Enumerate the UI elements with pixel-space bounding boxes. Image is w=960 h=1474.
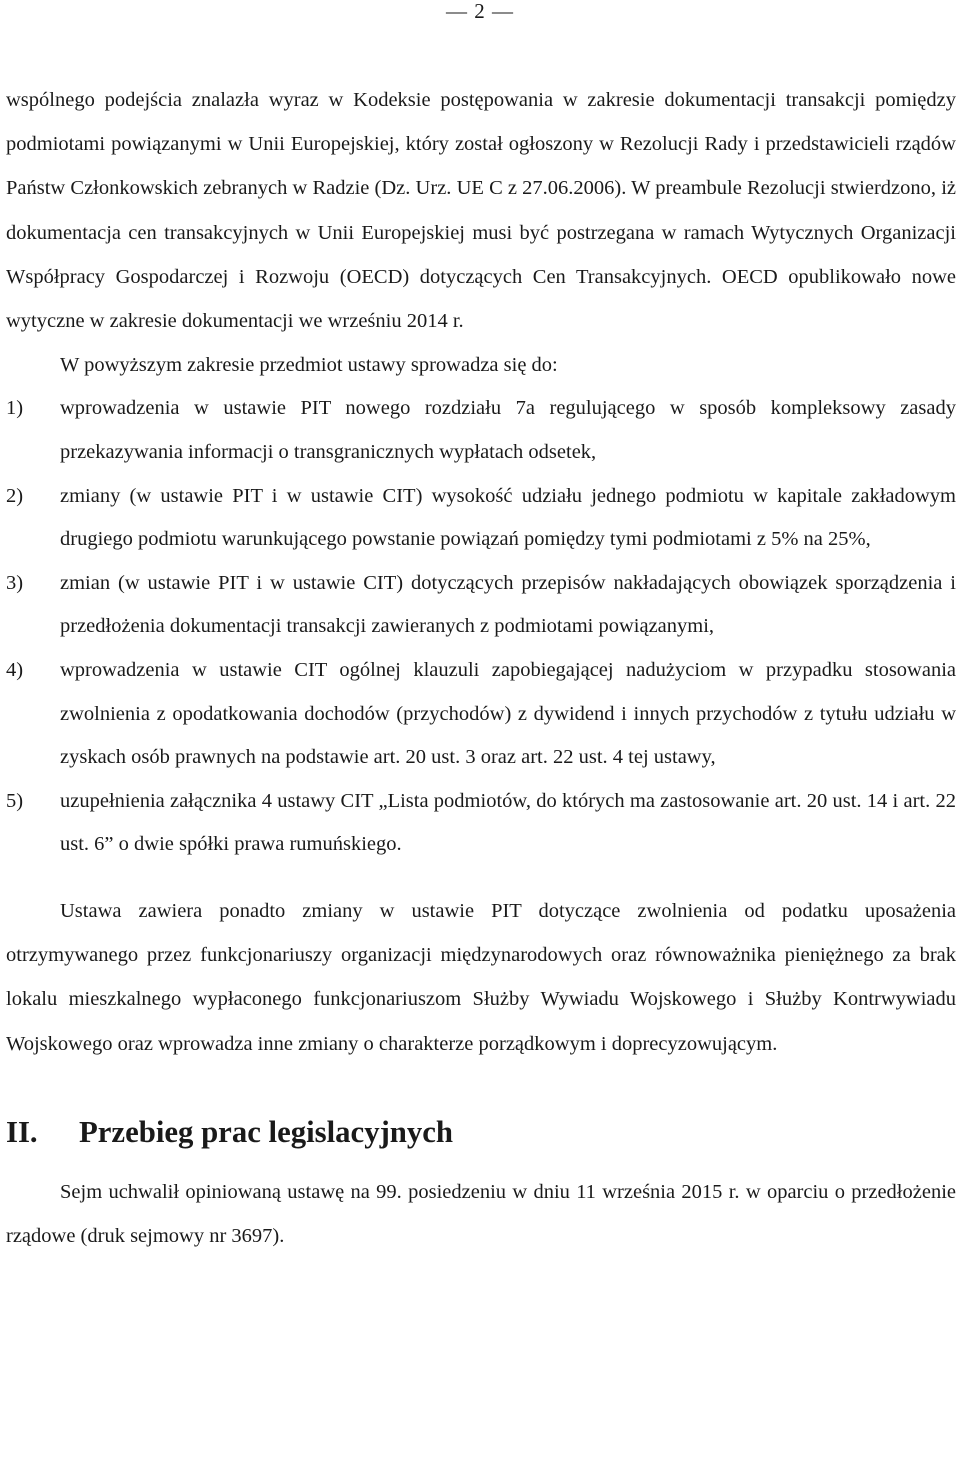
list-item-text: wprowadzenia w ustawie PIT nowego rozdziału 7a regulującego w sposób kompleksowy zasady przekazywania informacji o transgranicznych wypłatach odsetek, [60,397,956,464]
section-number: II. [6,1114,38,1149]
list-item [6,562,956,649]
list-item-number: 4) [6,658,24,681]
list-item-text: zmian (w ustawie PIT i w ustawie CIT) dotyczących przepisów nakładających obowiązek sporządzenia i przedłożenia dokumentacji transakcji zawieranych z podmiotami powiązanymi, [60,571,956,638]
section-title: Przebieg prac legislacyjnych [79,1114,454,1149]
list-item-text: zmiany (w ustawie PIT i w ustawie CIT) wysokość udziału jednego podmiotu w kapitale zakładowym drugiego podmiotu warunkującego powstanie powiązań pomiędzy tymi podmiotami z 5% na 25%, [60,484,956,551]
list-item-number: 3) [6,571,24,594]
list-item [6,475,956,562]
spacer [6,1154,956,1170]
list-item-number: 5) [6,789,24,812]
document-body [6,78,956,1258]
paragraph-scope-intro: W powyższym zakresie przedmiot ustawy sprowadza się do: [60,354,558,377]
list-item [6,649,956,780]
list-item-text: uzupełnienia załącznika 4 ustawy CIT „Lista podmiotów, do których ma zastosowanie art. 20 ust. 14 i art. 22 ust. 6” o dwie spółki prawa rumuńskiego. [60,789,956,856]
spacer [6,1066,956,1110]
scope-list [6,387,956,867]
paragraph-legislative-process: Sejm uchwalił opiniowaną ustawę na 99. posiedzeniu w dniu 11 września 2015 r. w oparciu o przedłożenie rządowe (druk sejmowy nr 3697). [6,1180,956,1247]
list-item-text: wprowadzenia w ustawie CIT ogólnej klauzuli zapobiegającej nadużyciom w przypadku stosowania zwolnienia z opodatkowania dochodów (przychodów) z dywidend i innych przychodów z tytułu udziału w zyskach osób prawnych na podstawie art. 20 ust. 3 oraz art. 22 ust. 4 tej ustawy, [60,658,956,769]
list-item [6,780,956,867]
page-number: — 2 — [446,0,514,23]
section-heading [6,1110,956,1154]
list-item-number: 1) [6,397,24,420]
paragraph-oecd-context: wspólnego podejścia znalazła wyraz w Kodeksie postępowania w zakresie dokumentacji transakcji pomiędzy podmiotami powiązanymi w Unii Europejskiej, który został ogłoszony w Rezolucji Rady i przedstawicieli rządów Państw Członkowskich zebranych w Radzie (Dz. Urz. UE C z 27.06.2006). W preambule Rezolucji stwierdzono, iż dokumentacja cen transakcyjnych w Unii Europejskiej musi być postrzegana w ramach Wytycznych Organizacji Współpracy Gospodarczej i Rozwoju (OECD) dotyczących Cen Transakcyjnych. OECD opublikowało nowe wytyczne w zakresie dokumentacji we wrześniu 2014 r. [6,89,956,333]
list-item-number: 2) [6,484,24,507]
spacer [6,867,956,889]
list-item [6,387,956,474]
paragraph-additional-changes: Ustawa zawiera ponadto zmiany w ustawie PIT dotyczące zwolnienia od podatku uposażenia otrzymywanego przez funkcjonariuszy organizacji międzynarodowych oraz równoważnika pieniężnego za brak lokalu mieszkalnego wypłaconego funkcjonariuszom Służby Wywiadu Wojskowego i Służby Kontrwywiadu Wojskowego oraz wprowadza inne zmiany o charakterze porządkowym i doprecyzowującym. [6,899,956,1055]
